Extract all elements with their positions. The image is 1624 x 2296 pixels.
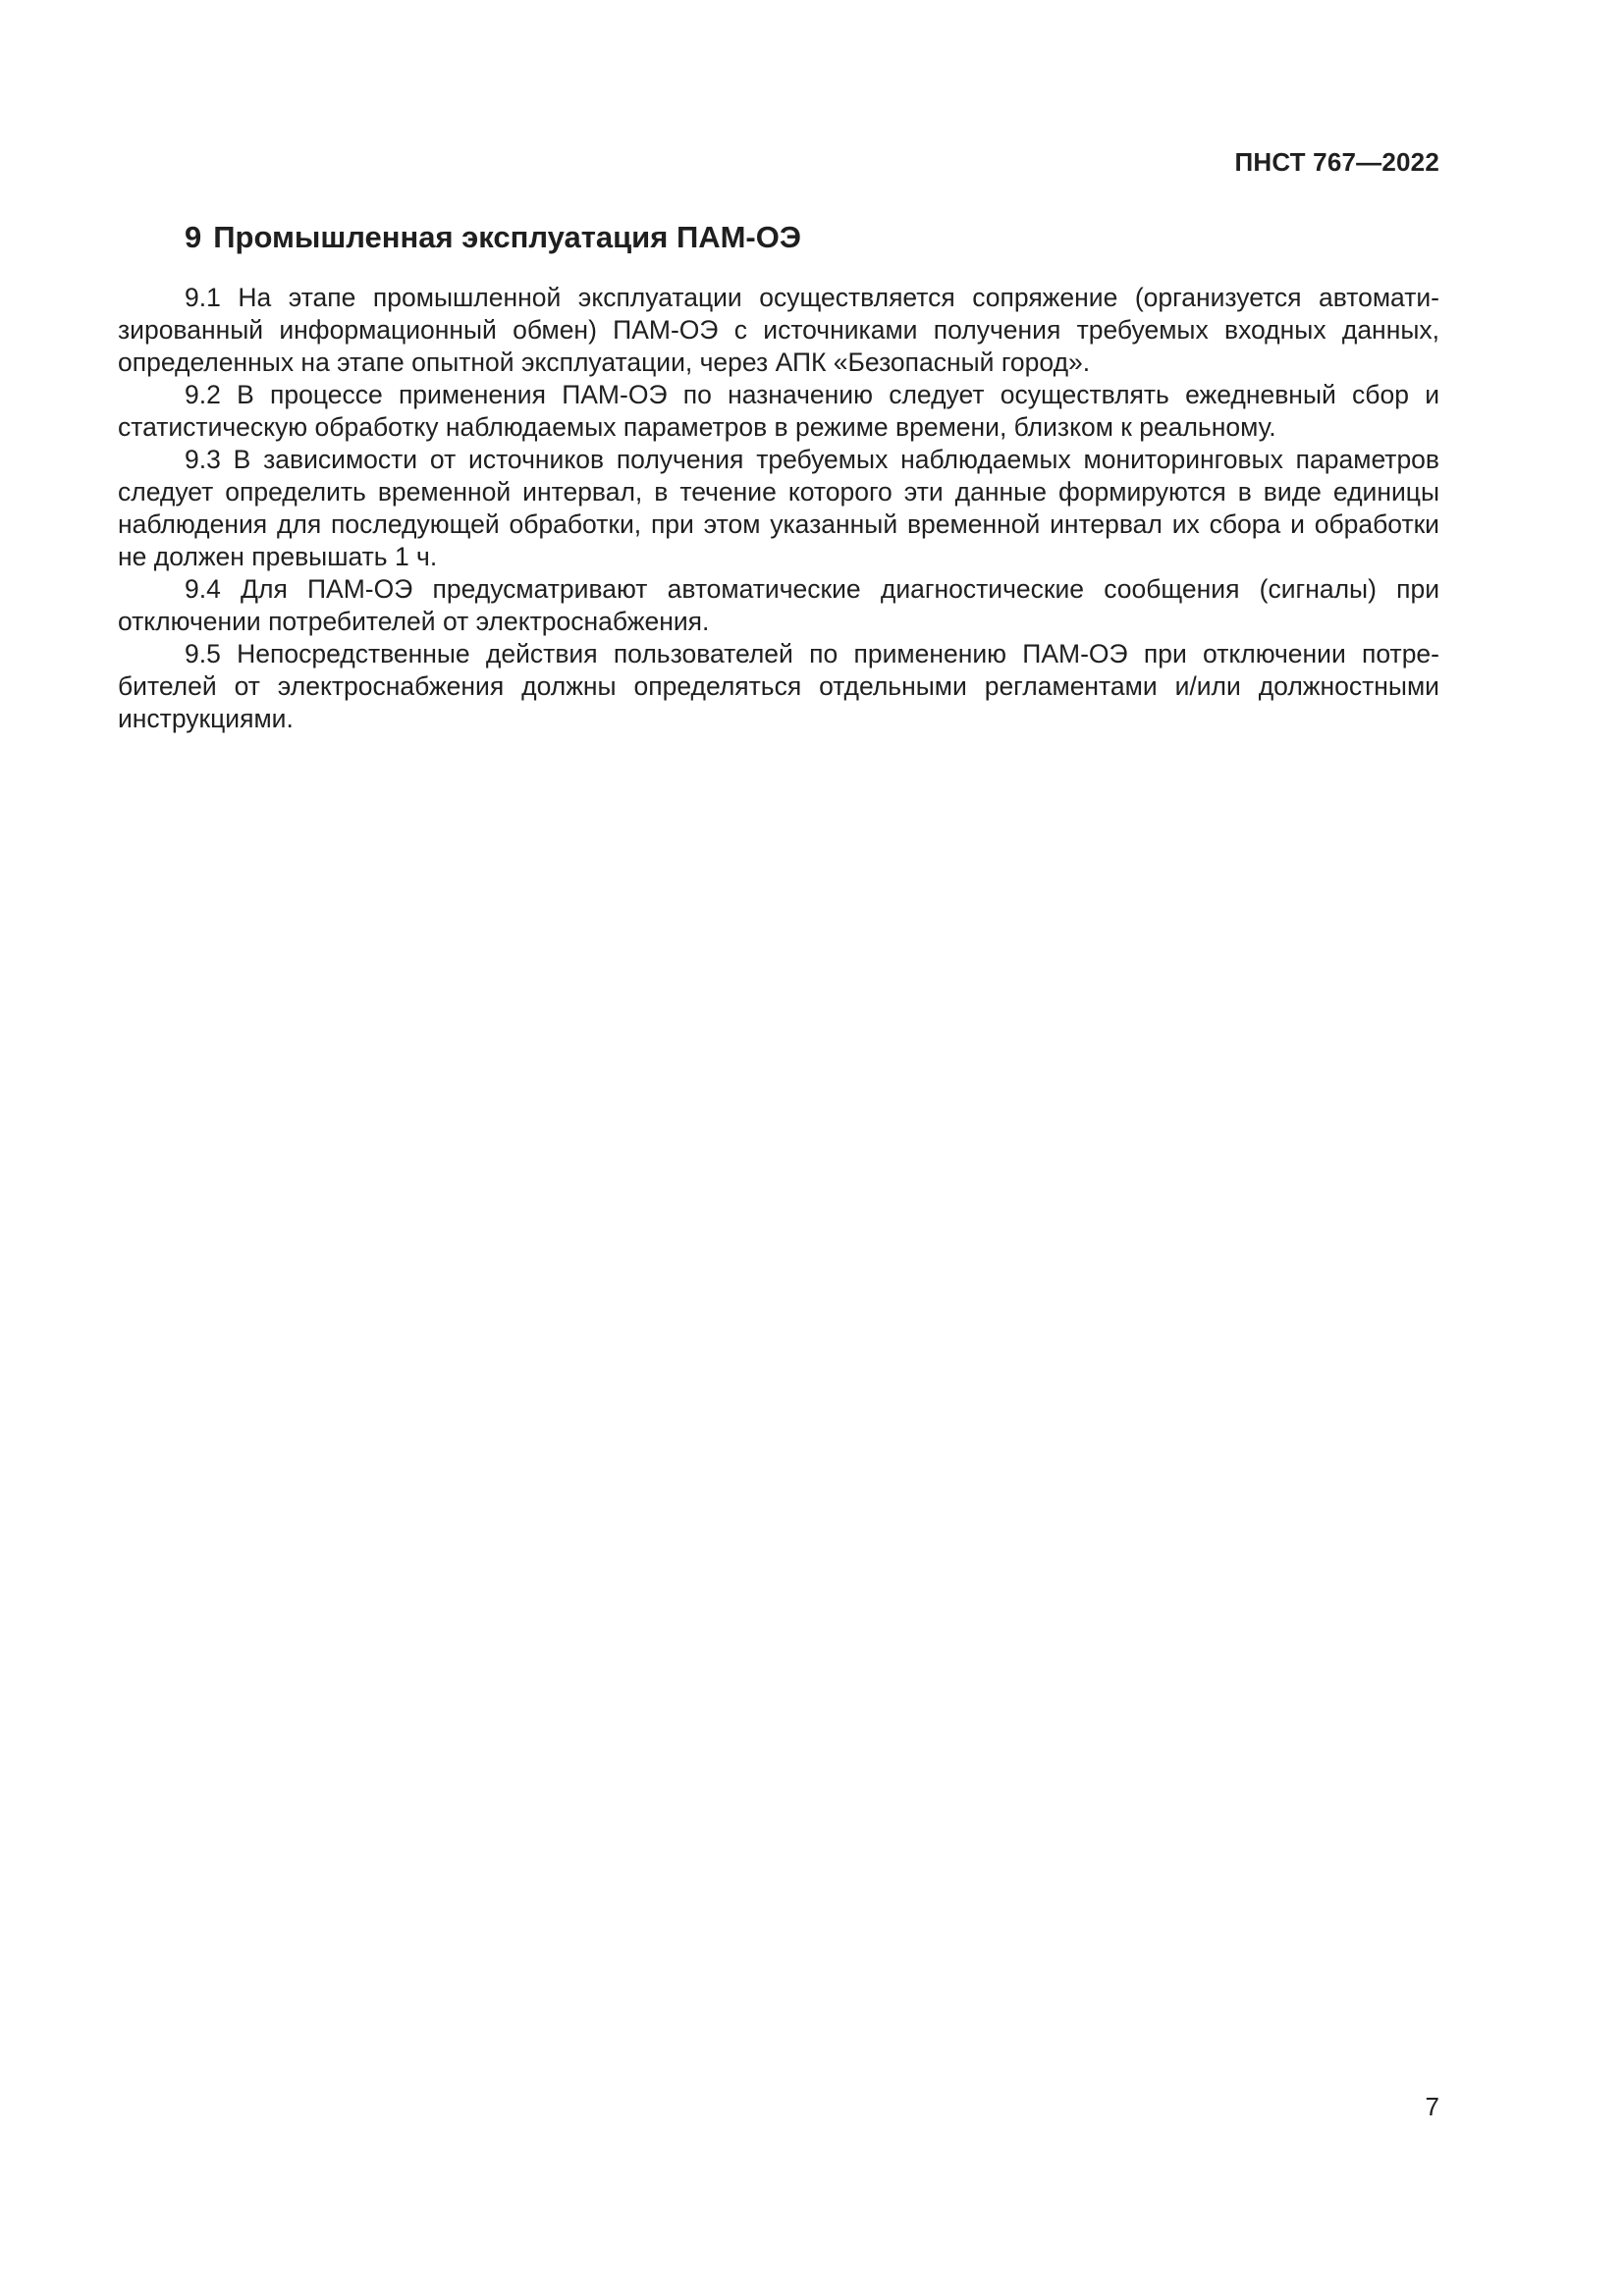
- section-heading: [185, 218, 1439, 257]
- paragraph-9-3: 9.3 В зависимости от источников получения требуемых наблюдаемых мониторинговых параметров следует определить временной интервал, в течение которого эти данные формируются в виде единицы наблюдения для последующей обработки, при этом указанный временной интервал их сбора и обработки не должен превышать 1 ч.: [118, 445, 1439, 571]
- paragraph-9-1: 9.1 На этапе промышленной эксплуатации осуществляется сопряжение (организуется автоматизированный информационный обмен) ПАМ-ОЭ с источниками получения требуемых входных данных, определенных на этапе опытной эксплуатации, через АПК «Безопасный город».: [118, 283, 1439, 377]
- section-number: 9: [185, 220, 202, 254]
- paragraph-9-4: 9.4 Для ПАМ-ОЭ предусматривают автоматические диагностические сообщения (сигналы) при отключении потребителей от электроснабжения.: [118, 574, 1439, 636]
- page-content: [118, 218, 1439, 735]
- paragraph-9-5: 9.5 Непосредственные действия пользователей по применению ПАМ-ОЭ при отключении потребителей от электроснабжения должны определяться отдельными регламентами и/или должностными инструкциями.: [118, 639, 1439, 733]
- paragraph-9-2: 9.2 В процессе применения ПАМ-ОЭ по назначению следует осуществлять ежедневный сбор и статистическую обработку наблюдаемых параметров в режиме времени, близком к реальному.: [118, 380, 1439, 442]
- document-number: ПНСТ 767—2022: [1234, 147, 1439, 177]
- section-title: Промышленная эксплуатация ПАМ-ОЭ: [213, 220, 801, 254]
- page-number: 7: [1425, 2092, 1439, 2121]
